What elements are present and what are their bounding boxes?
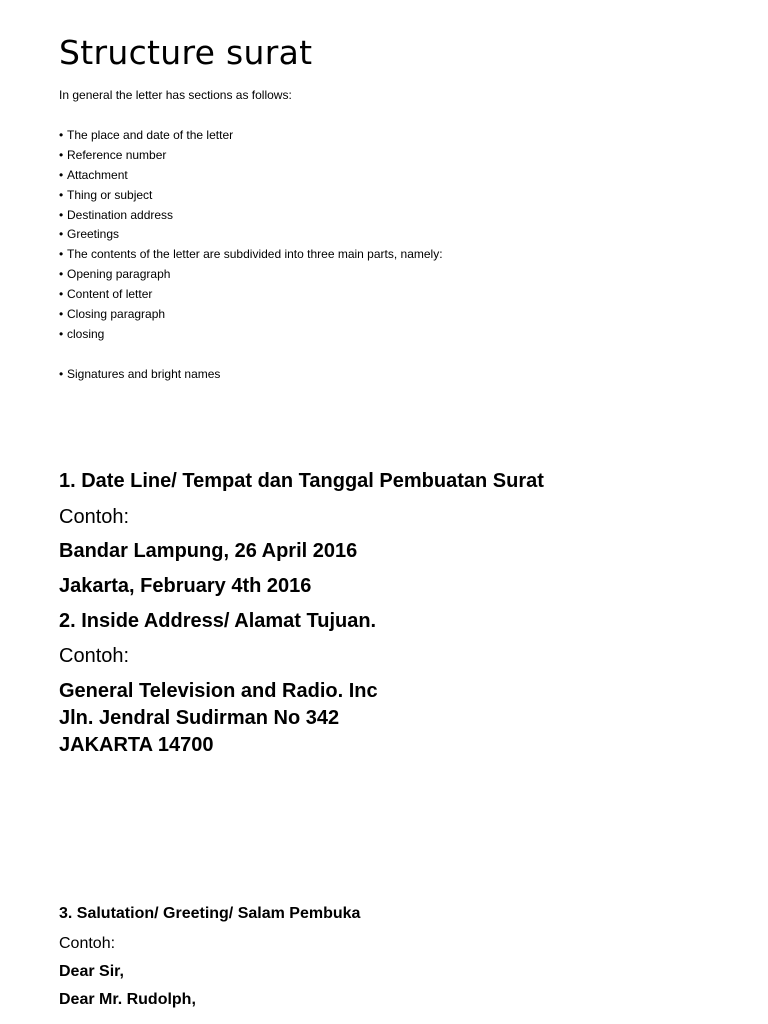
bullet-icon: •	[59, 366, 64, 381]
list-item-text: Content of letter	[67, 287, 153, 302]
example-label: Contoh:	[59, 645, 130, 667]
page-title: Structure surat	[59, 33, 313, 72]
example-date: Bandar Lampung, 26 April 2016	[59, 540, 358, 562]
address-line: Jln. Jendral Sudirman No 342	[59, 707, 340, 729]
bullet-icon: •	[59, 147, 64, 162]
bullet-icon: •	[59, 247, 64, 262]
section-heading-salutation: 3. Salutation/ Greeting/ Salam Pembuka	[59, 905, 361, 922]
example-label: Contoh:	[59, 935, 116, 952]
example-salutation: Dear Mr. Rudolph,	[59, 991, 196, 1008]
section-heading-inside-address: 2. Inside Address/ Alamat Tujuan.	[59, 610, 377, 632]
section-heading-date-line: 1. Date Line/ Tempat dan Tanggal Pembuatan Surat	[59, 470, 544, 492]
list-item	[59, 365, 443, 385]
section-list	[59, 126, 443, 385]
list-item	[59, 325, 443, 345]
list-item-text: Signatures and bright names	[67, 366, 221, 381]
list-item-text: Opening paragraph	[67, 267, 171, 282]
bullet-icon: •	[59, 307, 64, 322]
bullet-icon: •	[59, 207, 64, 222]
list-item-text: closing	[67, 326, 105, 341]
list-item	[59, 146, 443, 166]
list-item-text: Destination address	[67, 207, 174, 222]
address-line: General Television and Radio. Inc	[59, 680, 378, 702]
list-item	[59, 166, 443, 186]
example-date: Jakarta, February 4th 2016	[59, 575, 312, 597]
list-item-text: Reference number	[67, 147, 167, 162]
bullet-icon: •	[59, 167, 64, 182]
bullet-icon: •	[59, 267, 64, 282]
list-item	[59, 305, 443, 325]
list-item	[59, 206, 443, 226]
list-item	[59, 285, 443, 305]
bullet-icon: •	[59, 187, 64, 202]
example-label: Contoh:	[59, 506, 130, 528]
list-item	[59, 186, 443, 206]
list-item-text: Thing or subject	[67, 187, 153, 202]
intro-text: In general the letter has sections as follows:	[59, 88, 292, 102]
list-item	[59, 265, 443, 285]
list-item	[59, 225, 443, 245]
list-item	[59, 126, 443, 146]
list-item	[59, 245, 443, 265]
bullet-icon: •	[59, 227, 64, 242]
bullet-icon: •	[59, 287, 64, 302]
address-line: JAKARTA 14700	[59, 734, 214, 756]
bullet-icon: •	[59, 326, 64, 341]
example-salutation: Dear Sir,	[59, 963, 124, 980]
bullet-icon: •	[59, 128, 64, 142]
list-item-text: The contents of the letter are subdivided into three main parts, namely:	[67, 247, 443, 262]
list-item-text: Closing paragraph	[67, 307, 166, 322]
list-item-text: Greetings	[67, 227, 120, 242]
list-item-text: Attachment	[67, 167, 128, 182]
list-item-text: The place and date of the letter	[67, 128, 234, 142]
